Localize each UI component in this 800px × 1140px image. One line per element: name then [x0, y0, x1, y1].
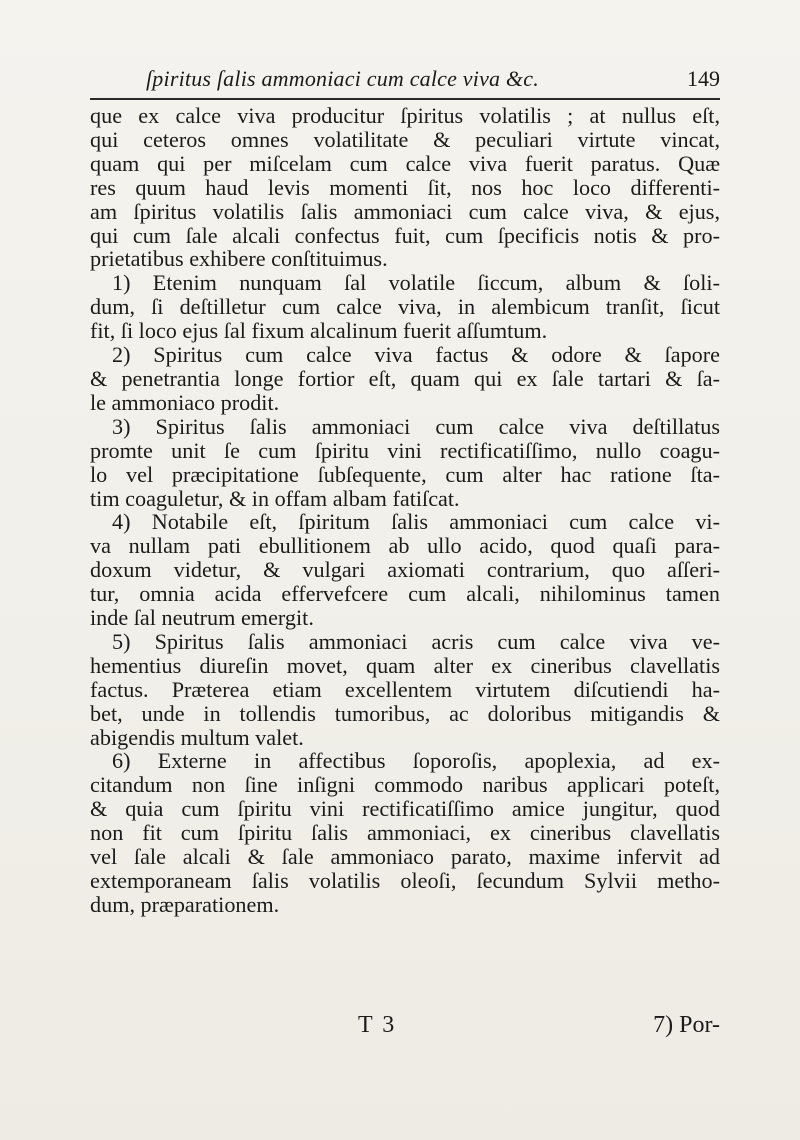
- text-line: 3) Spiritus ſalis ammoniaci cum calce viva deſtillatus: [112, 413, 720, 439]
- text-line: 4) Notabile eſt, ſpiritum ſalis ammoniaci cum calce vi-: [112, 509, 720, 535]
- text-line: 6) Externe in affectibus ſoporoſis, apoplexia, ad ex-: [112, 748, 720, 774]
- page-footer: [90, 1012, 720, 1042]
- page-number: 149: [687, 66, 720, 91]
- text-line: abigendis multum valet.: [90, 724, 304, 750]
- text-line: extemporaneam ſalis volatilis oleoſi, ſecundum Sylvii metho-: [90, 868, 720, 893]
- text-line: dum, præparationem.: [90, 891, 280, 917]
- text-line: citandum non ſine inſigni commodo naribus applicari poteſt,: [90, 772, 720, 798]
- text-line: non fit cum ſpiritu ſalis ammoniaci, ex cineribus clavellatis: [90, 820, 720, 846]
- text-line: vel ſale alcali & ſale ammoniaco parato, maxime infervit ad: [90, 844, 720, 870]
- text-line: factus. Præterea etiam excellentem virtutem diſcutiendi ha-: [90, 676, 720, 702]
- text-line: qui cum ſale alcali confectus fuit, cum ſpecificis notis & pro-: [90, 222, 720, 248]
- signature-mark: T 3: [358, 1012, 397, 1038]
- text-line: inde ſal neutrum emergit.: [90, 605, 314, 631]
- text-line: doxum videtur, & vulgari axiomati contrarium, quo aſſeri-: [90, 557, 720, 583]
- text-line: quam qui per miſcelam cum calce viva fuerit paratus. Quæ: [90, 150, 720, 176]
- text-line: promte unit ſe cum ſpiritu vini rectificatiſſimo, nullo coagu-: [90, 437, 720, 463]
- text-line: 1) Etenim nunquam ſal volatile ſiccum, album & ſoli-: [112, 270, 720, 296]
- text-line: tim coaguletur, & in offam albam fatiſcat.: [90, 485, 460, 511]
- text-line: 5) Spiritus ſalis ammoniaci acris cum calce viva ve-: [112, 628, 720, 654]
- text-line: qui ceteros omnes volatilitate & peculiari virtute vincat,: [90, 126, 720, 152]
- body-text: [90, 104, 720, 917]
- text-line: & quia cum ſpiritu vini rectificatiſſimo amice jungitur, quod: [90, 796, 720, 822]
- text-line: 2) Spiritus cum calce viva factus & odore & ſapore: [112, 342, 720, 368]
- header-rule: [90, 98, 720, 100]
- text-line: lo vel præcipitatione ſubſequente, cum alter hac ratione ſta-: [90, 461, 720, 487]
- text-line: hementius diureſin movet, quam alter ex cineribus clavellatis: [90, 652, 720, 678]
- running-title: ſpiritus ſalis ammoniaci cum calce viva &c.: [146, 66, 539, 91]
- page-header: [90, 66, 720, 100]
- text-line: tur, omnia acida effervefcere cum alcali, nihilominus tamen: [90, 581, 720, 607]
- text-line: am ſpiritus volatilis ſalis ammoniaci cum calce viva, & ejus,: [90, 198, 720, 224]
- text-line: prietatibus exhibere conſtituimus.: [90, 246, 388, 272]
- text-line: dum, ſi deſtilletur cum calce viva, in alembicum tranſit, ſicut: [90, 294, 720, 320]
- text-line: & penetrantia longe fortior eſt, quam qui ex ſale tartari & ſa-: [90, 365, 720, 391]
- text-line: va nullam pati ebullitionem ab ullo acido, quod quaſi para-: [90, 533, 720, 559]
- text-line: res quum haud levis momenti ſit, nos hoc loco differenti-: [90, 174, 720, 200]
- text-line: fit, ſi loco ejus ſal fixum alcalinum fuerit aſſumtum.: [90, 318, 548, 344]
- text-line: que ex calce viva producitur ſpiritus volatilis ; at nullus eſt,: [90, 103, 720, 128]
- text-line: le ammoniaco prodit.: [90, 389, 280, 415]
- catchword: 7) Por-: [653, 1012, 720, 1038]
- text-line: bet, unde in tollendis tumoribus, ac doloribus mitigandis &: [90, 700, 720, 726]
